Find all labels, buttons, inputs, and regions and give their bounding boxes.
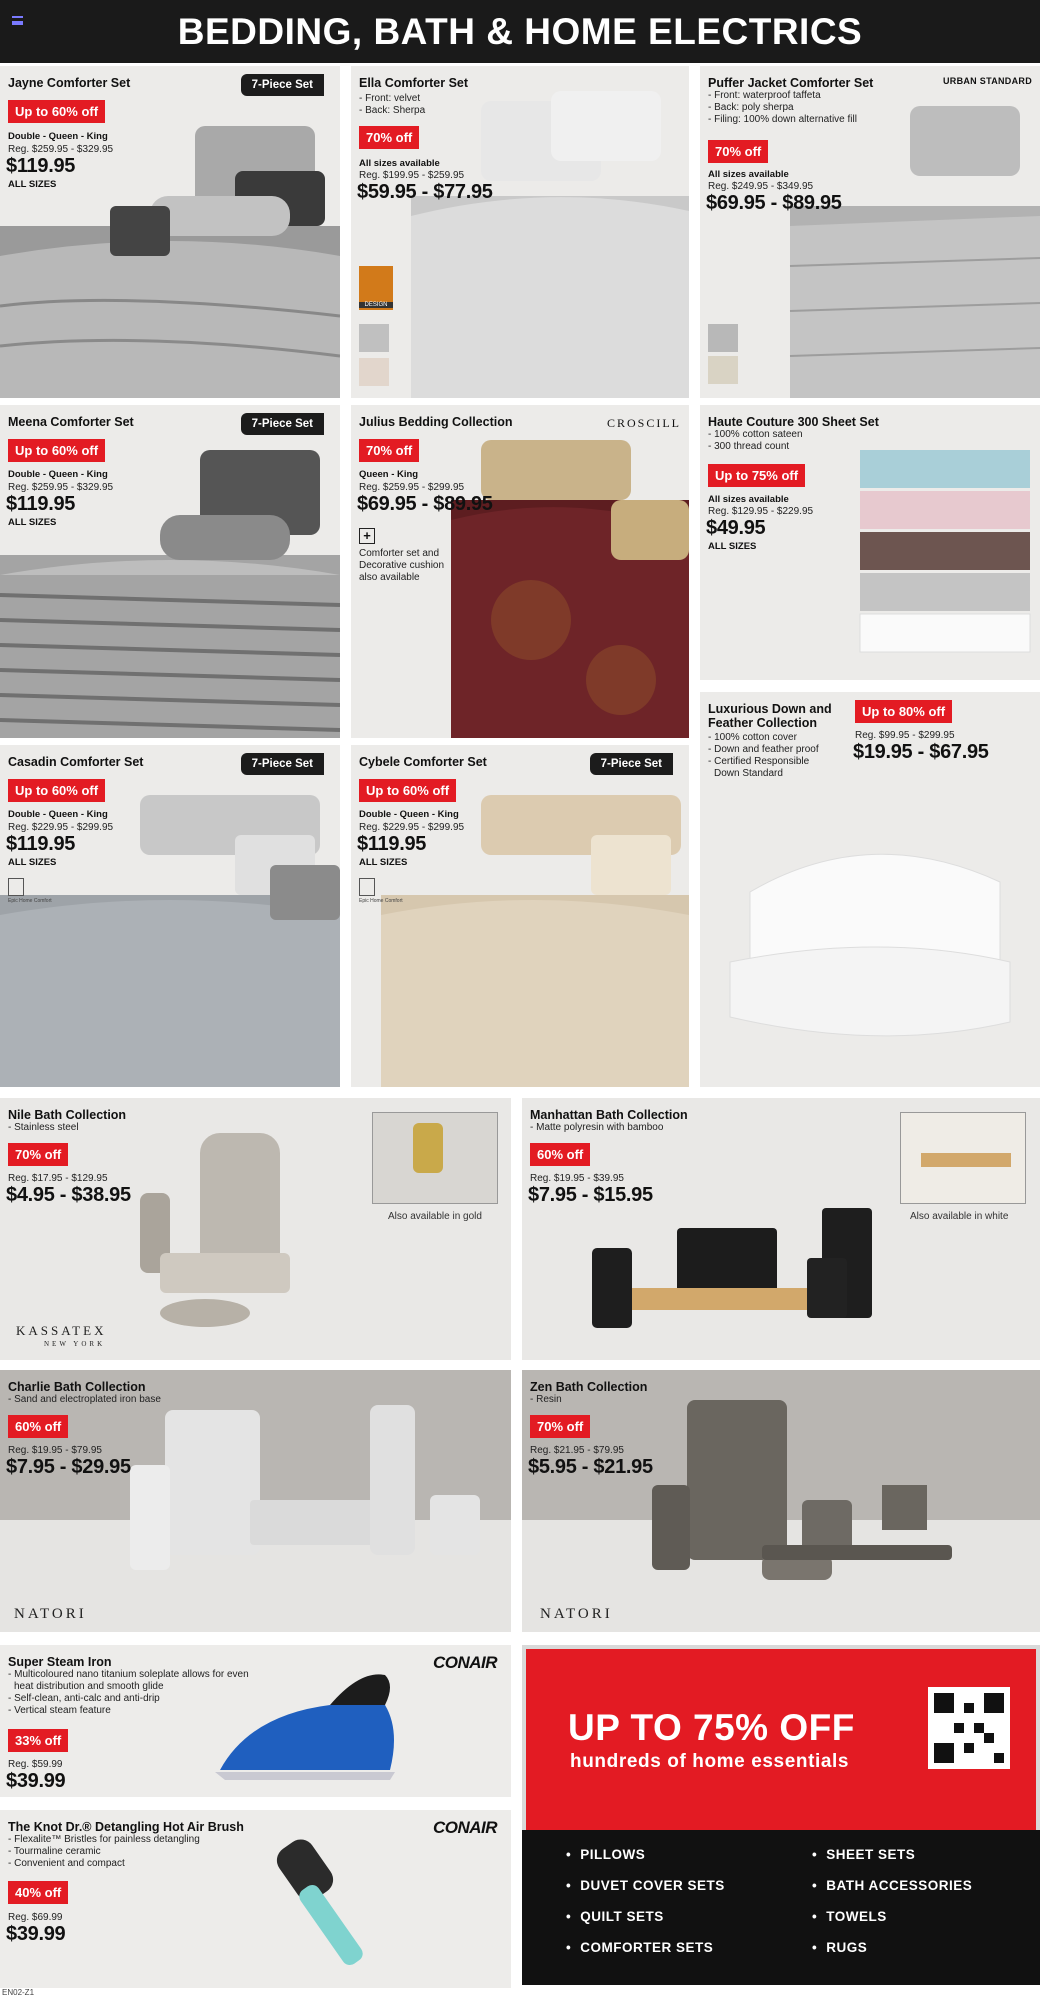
sale-price: $119.95 [357, 833, 427, 855]
discount-badge: 70% off [359, 439, 419, 462]
piece-tag: 7-Piece Set [241, 753, 324, 775]
brand-logo-icon [8, 878, 24, 896]
discount-badge: Up to 60% off [8, 439, 105, 462]
brand-logo: CONAIR [432, 1818, 497, 1837]
promo-headline: UP TO 75% OFF [568, 1707, 855, 1748]
sale-price: $4.95 - $38.95 [6, 1184, 131, 1206]
feature-ceramic: - Tourmaline ceramic [8, 1846, 101, 1857]
jayne-panel[interactable] [0, 66, 340, 398]
charlie-panel[interactable] [0, 1370, 511, 1632]
promo-item[interactable]: • SHEET SETS [812, 1847, 915, 1862]
regular-price: Reg. $229.95 - $299.95 [8, 822, 114, 833]
product-title: The Knot Dr.® Detangling Hot Air Brush [8, 1820, 244, 1834]
feature-cert-2: Down Standard [714, 768, 783, 779]
julius-panel[interactable] [351, 405, 689, 738]
page-code: EN02-Z1 [2, 1988, 35, 1997]
product-title: Cybele Comforter Set [359, 755, 487, 769]
note-line: Comforter set and [359, 548, 440, 559]
brand-logo: CROSCILL [606, 416, 681, 430]
regular-price: Reg. $259.95 - $299.95 [359, 482, 465, 493]
product-title [708, 702, 832, 730]
feature-material: - Resin [530, 1394, 562, 1405]
feature-steam: - Vertical steam feature [8, 1705, 111, 1716]
feature-cover: - 100% cotton cover [708, 732, 797, 743]
casadin-panel[interactable] [0, 745, 340, 1087]
product-title: Manhattan Bath Collection [530, 1108, 688, 1122]
promo-item[interactable]: • COMFORTER SETS [566, 1940, 713, 1955]
piece-tag: 7-Piece Set [241, 74, 324, 96]
regular-price: Reg. $19.95 - $79.95 [8, 1445, 102, 1456]
regular-price: Reg. $17.95 - $129.95 [8, 1173, 108, 1184]
variant-image[interactable] [372, 1112, 498, 1204]
product-title: Casadin Comforter Set [8, 755, 144, 769]
color-swatch[interactable] [708, 324, 738, 352]
discount-badge: Up to 75% off [708, 464, 805, 487]
bedding-image [411, 86, 689, 398]
discount-badge: 60% off [530, 1143, 590, 1166]
size-list: Double - Queen - King [359, 809, 459, 820]
regular-price: Reg. $21.95 - $79.95 [530, 1445, 624, 1456]
discount-badge: 70% off [359, 126, 419, 149]
regular-price: Reg. $259.95 - $329.95 [8, 482, 114, 493]
product-title: Ella Comforter Set [359, 76, 469, 90]
size-list: Double - Queen - King [8, 131, 108, 142]
feature-back: - Back: poly sherpa [708, 102, 794, 113]
sale-price: $39.99 [6, 1923, 66, 1945]
brand-logo-sub: NEW YORK [44, 1340, 106, 1348]
ella-panel[interactable] [351, 66, 689, 398]
bath-set-image [0, 1370, 511, 1632]
feature-soleplate-2: heat distribution and smooth glide [14, 1681, 164, 1692]
feature-proof: - Down and feather proof [708, 744, 819, 755]
size-note: All sizes available [359, 158, 440, 169]
regular-price: Reg. $59.99 [8, 1759, 63, 1770]
size-note: ALL SIZES [8, 857, 57, 868]
pillow-image [710, 812, 1040, 1087]
zen-panel[interactable] [522, 1370, 1040, 1632]
variant-caption: Also available in white [910, 1211, 1009, 1222]
brand-logo: NATORI [540, 1606, 613, 1622]
product-title: Super Steam Iron [8, 1655, 112, 1669]
feature-back: - Back: Sherpa [359, 105, 426, 116]
sale-price: $39.99 [6, 1770, 66, 1792]
feature-bristles: - Flexalite™ Bristles for painless detangling [8, 1834, 200, 1845]
sale-price: $119.95 [6, 833, 76, 855]
sale-price: $59.95 - $77.95 [357, 181, 493, 203]
bedding-image [451, 440, 689, 738]
discount-badge: 70% off [8, 1143, 68, 1166]
product-title: Meena Comforter Set [8, 415, 134, 429]
brand-logo: NATORI [14, 1606, 87, 1622]
size-note: ALL SIZES [708, 541, 757, 552]
discount-badge: 40% off [8, 1881, 68, 1904]
feature-clean: - Self-clean, anti-calc and anti-drip [8, 1693, 160, 1704]
iron-panel[interactable] [0, 1645, 511, 1797]
design-logo-text: DESIGN [359, 302, 393, 308]
note-line: Decorative cushion [359, 560, 445, 571]
brush-image [250, 1820, 450, 1988]
brush-panel[interactable] [0, 1810, 511, 1988]
product-title: Zen Bath Collection [530, 1380, 648, 1394]
regular-price: Reg. $99.95 - $299.95 [855, 730, 955, 741]
title-line: Feather Collection [708, 716, 818, 730]
color-swatch[interactable] [359, 358, 389, 386]
size-note: All sizes available [708, 169, 789, 180]
color-swatch[interactable] [359, 324, 389, 352]
promo-item[interactable]: • DUVET COVER SETS [566, 1878, 725, 1893]
bath-set-image [522, 1370, 1040, 1632]
feature-thread: - 300 thread count [708, 441, 790, 452]
promo-item[interactable]: • BATH ACCESSORIES [812, 1878, 972, 1893]
feature-cert: - Certified Responsible [708, 756, 810, 767]
regular-price: Reg. $259.95 - $329.95 [8, 144, 114, 155]
sale-price: $69.95 - $89.95 [357, 493, 493, 515]
feature-fill: - Filing: 100% down alternative fill [708, 114, 857, 125]
bath-set-image [130, 1123, 380, 1360]
sale-price: $119.95 [6, 493, 76, 515]
feature-material: - Sand and electroplated iron base [8, 1394, 161, 1405]
lux-panel[interactable] [700, 692, 1040, 1087]
bedding-image [0, 435, 340, 738]
product-title: Jayne Comforter Set [8, 76, 131, 90]
puffer-panel[interactable] [700, 66, 1040, 398]
size-list: Double - Queen - King [8, 809, 108, 820]
size-list: Double - Queen - King [8, 469, 108, 480]
brand-logo: URBAN STANDARD [942, 76, 1032, 86]
discount-badge: 70% off [530, 1415, 590, 1438]
plus-icon: + [359, 528, 375, 544]
feature-compact: - Convenient and compact [8, 1858, 125, 1869]
size-list: Queen - King [359, 469, 419, 480]
discount-badge: 33% off [8, 1729, 68, 1752]
regular-price: Reg. $129.95 - $229.95 [708, 506, 814, 517]
discount-badge: Up to 80% off [855, 700, 952, 723]
discount-badge: 70% off [708, 140, 768, 163]
size-note: ALL SIZES [359, 857, 408, 868]
promo-item[interactable]: • QUILT SETS [566, 1909, 664, 1924]
regular-price: Reg. $229.95 - $299.95 [359, 822, 465, 833]
regular-price: Reg. $199.95 - $259.95 [359, 170, 465, 181]
brand-logo: KASSATEX [16, 1323, 107, 1338]
menu-icon[interactable] [12, 16, 23, 25]
sale-price: $5.95 - $21.95 [528, 1456, 653, 1478]
haute-panel[interactable] [700, 405, 1040, 680]
feature-cotton: - 100% cotton sateen [708, 429, 803, 440]
qr-code-icon[interactable] [928, 1687, 1010, 1769]
discount-badge: Up to 60% off [8, 100, 105, 123]
bath-set-image [582, 1138, 882, 1360]
sale-price: $119.95 [6, 155, 76, 177]
sale-price: $7.95 - $29.95 [6, 1456, 131, 1478]
sale-price: $7.95 - $15.95 [528, 1184, 653, 1206]
discount-badge: Up to 60% off [8, 779, 105, 802]
title-line: Luxurious Down and [708, 702, 832, 716]
product-title: Charlie Bath Collection [8, 1380, 146, 1394]
feature-material: - Stainless steel [8, 1122, 79, 1133]
brand-logo-text: Epic Home Comfort [359, 898, 403, 904]
discount-badge: Up to 60% off [359, 779, 456, 802]
regular-price: Reg. $69.99 [8, 1912, 63, 1923]
promo-header [522, 1645, 1040, 1830]
manhattan-panel[interactable] [522, 1098, 1040, 1360]
discount-badge: 60% off [8, 1415, 68, 1438]
brand-logo-text: Epic Home Comfort [8, 898, 52, 904]
extra-note [359, 548, 444, 584]
color-swatch[interactable] [708, 356, 738, 384]
size-note: All sizes available [708, 494, 789, 505]
bedding-image [760, 96, 1040, 398]
brand-logo-icon [359, 878, 375, 896]
promo-subline: hundreds of home essentials [570, 1751, 850, 1772]
feature-material: - Matte polyresin with bamboo [530, 1122, 664, 1133]
sale-price: $19.95 - $67.95 [853, 741, 989, 763]
variant-caption: Also available in gold [388, 1211, 482, 1222]
nile-panel[interactable] [0, 1098, 511, 1360]
size-note: ALL SIZES [8, 179, 57, 190]
sale-price: $69.95 - $89.95 [706, 192, 842, 214]
note-line: also available [359, 572, 420, 583]
regular-price: Reg. $249.95 - $349.95 [708, 181, 814, 192]
size-note: ALL SIZES [8, 517, 57, 528]
product-title: Haute Couture 300 Sheet Set [708, 415, 879, 429]
feature-front: - Front: velvet [359, 93, 421, 104]
promo-item[interactable]: • RUGS [812, 1940, 867, 1955]
sheets-image [850, 445, 1040, 680]
promo-banner[interactable] [522, 1645, 1040, 1985]
piece-tag: 7-Piece Set [241, 413, 324, 435]
page-title: BEDDING, BATH & HOME ELECTRICS [177, 10, 863, 52]
promo-item[interactable]: • PILLOWS [566, 1847, 645, 1862]
cybele-panel[interactable] [351, 745, 689, 1087]
product-title: Nile Bath Collection [8, 1108, 127, 1122]
feature-soleplate: - Multicoloured nano titanium soleplate allows for even [8, 1669, 249, 1680]
meena-panel[interactable] [0, 405, 340, 738]
page-header [0, 0, 1040, 63]
regular-price: Reg. $19.95 - $39.95 [530, 1173, 624, 1184]
feature-front: - Front: waterproof taffeta [708, 90, 821, 101]
sale-price: $49.95 [706, 517, 766, 539]
product-title: Julius Bedding Collection [359, 415, 513, 429]
product-title: Puffer Jacket Comforter Set [708, 76, 874, 90]
promo-item[interactable]: • TOWELS [812, 1909, 887, 1924]
brand-logo: CONAIR [432, 1653, 497, 1672]
variant-image[interactable] [900, 1112, 1026, 1204]
piece-tag: 7-Piece Set [590, 753, 673, 775]
